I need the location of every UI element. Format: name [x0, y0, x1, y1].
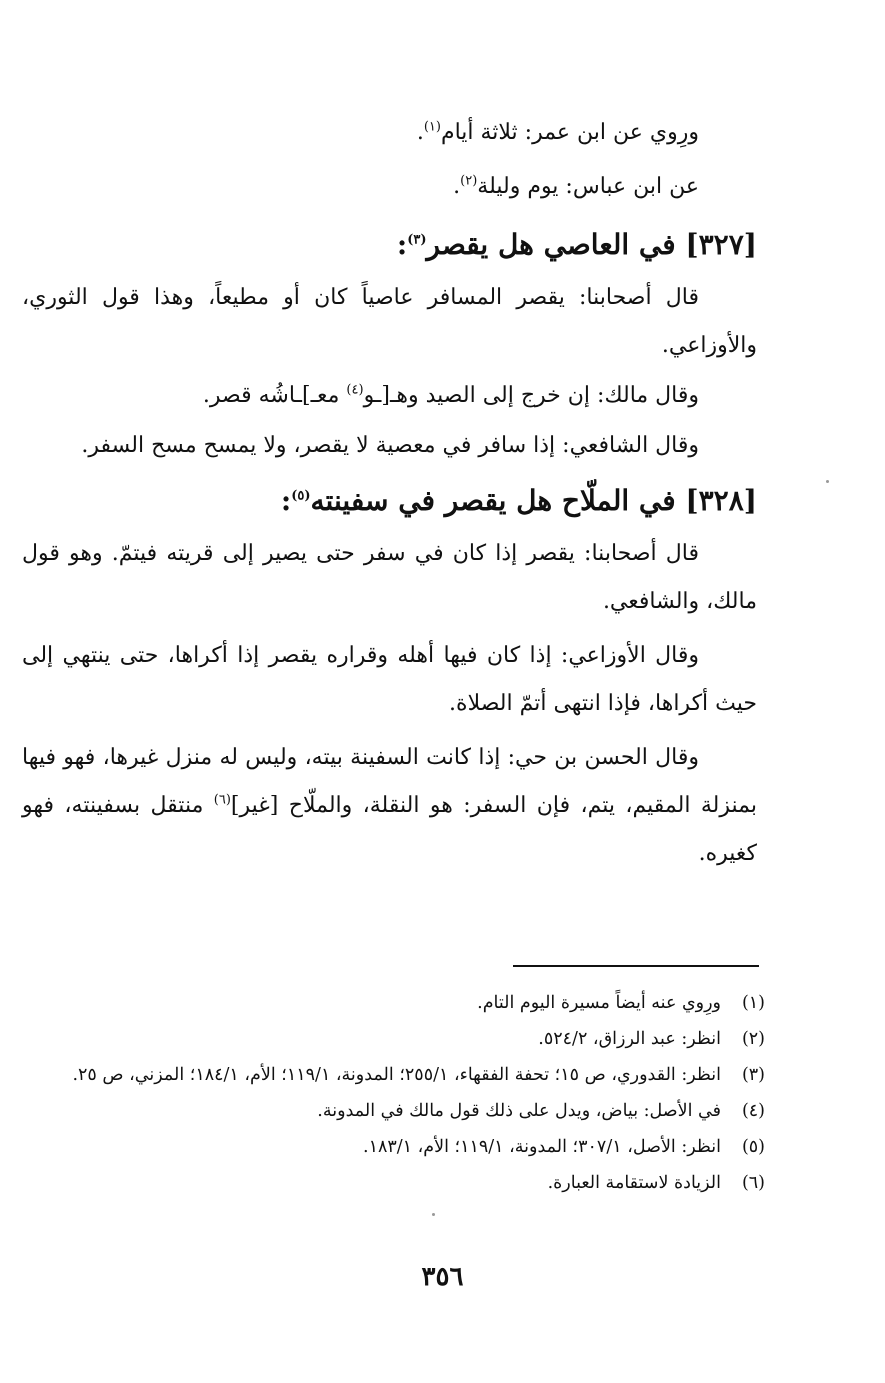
footnote-ref-5: (٥): [291, 488, 311, 504]
footnote-1: (١) ورِوي عنه أيضاً مسيرة اليوم التام.: [477, 993, 765, 1013]
page-number: ٣٥٦: [421, 1262, 464, 1292]
footnote-ref-2: (٢): [460, 173, 478, 189]
paragraph-328-ashabuna: قال أصحابنا: يقصر إذا كان في سفر حتى يصير إلى قريته فيتمّ. وهو قول مالك، والشافعي.: [22, 541, 757, 614]
main-text: [22, 106, 757, 878]
paragraph-328-awzai: وقال الأوزاعي: إذا كان فيها أهله وقراره يقصر إذا أكراها، حتى ينتهي إلى حيث أكراها، فإذا انتهى أتمّ الصلاة.: [22, 643, 757, 716]
footnote-3: (٣) انظر: القدوري، ص ١٥؛ تحفة الفقهاء، ٢٥٥/١؛ المدونة، ١١٩/١؛ الأم، ١٨٤/١؛ المزني، ص ٢٥.: [72, 1065, 765, 1085]
paragraph-327-shafii: وقال الشافعي: إذا سافر في معصية لا يقصر، ولا يمسح مسح السفر.: [81, 433, 699, 458]
section-heading-327: [٣٢٧] في العاصي هل يقصر$^{(٣)}$:: [396, 228, 757, 261]
paragraph-327-ashabuna: قال أصحابنا: يقصر المسافر عاصياً كان أو مطيعاً، وهذا قول الثوري، والأوزاعي.: [22, 285, 757, 358]
footnote-ref-6: (٦): [213, 792, 231, 808]
footnote-ref-4: (٤): [346, 382, 364, 398]
paragraph-327-malik: وقال مالك: إن خرج إلى الصيد وهـ[ـو$^{(٤)}$ معـ]ـاشُه قصر.: [202, 382, 699, 408]
intro-line-ibn-umar: ورِوي عن ابن عمر: ثلاثة أيام$^{(١)}$.: [416, 119, 699, 145]
footnote-2: (٢) انظر: عبد الرزاق، ٥٢٤/٢.: [538, 1029, 765, 1049]
footnote-ref-3: (٣): [407, 232, 427, 248]
paragraph-328-hasan: وقال الحسن بن حي: إذا كانت السفينة بيته، وليس له منزل غيرها، فهو فيها بمنزلة المقيم، يتم، فإن السفر: هو النقلة، والملّاح [غير]$^{(٦)}$ منتقل بسفينته، فهو كغيره.: [22, 745, 757, 866]
intro-line-ibn-abbas: عن ابن عباس: يوم وليلة$^{(٢)}$.: [453, 173, 699, 199]
footnote-5: (٥) انظر: الأصل، ٣٠٧/١؛ المدونة، ١١٩/١؛ الأم، ١٨٣/١.: [362, 1137, 765, 1157]
footnote-4: (٤) في الأصل: بياض، ويدل على ذلك قول مالك في المدونة.: [317, 1101, 765, 1121]
footnote-6: (٦) الزيادة لاستقامة العبارة.: [547, 1173, 765, 1193]
scan-speck: [826, 480, 829, 483]
footnote-separator: [513, 965, 759, 967]
scan-speck: [432, 1213, 435, 1216]
footnotes: [22, 985, 765, 1201]
section-heading-328: [٣٢٨] في الملّاح هل يقصر في سفينته$^{(٥)}$:: [280, 484, 757, 517]
footnote-ref-1: (١): [423, 119, 441, 135]
